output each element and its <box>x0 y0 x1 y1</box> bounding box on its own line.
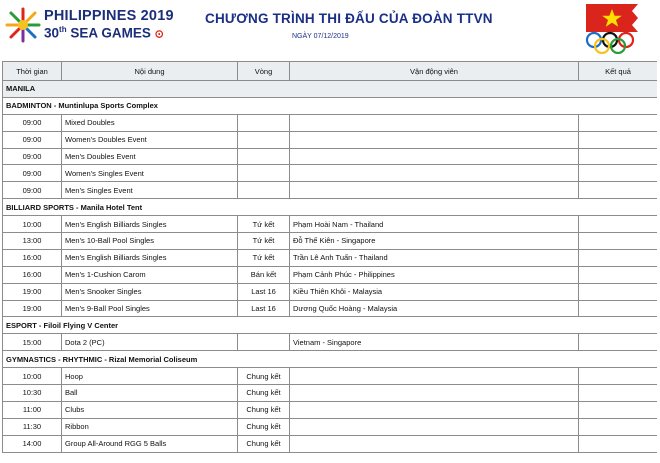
table-row <box>3 216 658 233</box>
logo-title: PHILIPPINES 2019 <box>44 8 174 24</box>
round-cell <box>238 114 290 131</box>
time-cell: 19:00 <box>3 283 62 300</box>
time-cell: 16:00 <box>3 249 62 266</box>
event-cell: Dota 2 (PC) <box>62 334 238 351</box>
round-cell: Tứ kết <box>238 216 290 233</box>
table-row <box>3 418 658 435</box>
time-cell: 09:00 <box>3 165 62 182</box>
athlete-cell: Phạm Cảnh Phúc - Philippines <box>290 266 579 283</box>
table-row <box>3 249 658 266</box>
time-cell: 11:00 <box>3 401 62 418</box>
time-cell: 10:30 <box>3 385 62 402</box>
time-cell: 09:00 <box>3 131 62 148</box>
event-cell: Men's 10-Ball Pool Singles <box>62 233 238 250</box>
athlete-cell: Trần Lê Anh Tuấn - Thailand <box>290 249 579 266</box>
column-header-round: Vòng <box>238 62 290 81</box>
section-header-row <box>3 81 658 98</box>
round-cell <box>238 165 290 182</box>
athlete-cell: Vietnam - Singapore <box>290 334 579 351</box>
athlete-cell: Dương Quốc Hoàng - Malaysia <box>290 300 579 317</box>
venue-label: ESPORT - Filoil Flying V Center <box>3 317 658 334</box>
venue-header-row <box>3 97 658 114</box>
event-cell: Men's Doubles Event <box>62 148 238 165</box>
result-cell <box>579 148 658 165</box>
athlete-cell <box>290 435 579 452</box>
round-cell: Bán kết <box>238 266 290 283</box>
result-cell <box>579 300 658 317</box>
column-header-athlete: Vận động viên <box>290 62 579 81</box>
athlete-cell <box>290 165 579 182</box>
sun-burst-icon <box>4 6 42 44</box>
table-header-row <box>3 62 658 81</box>
column-header-result: Kết quả <box>579 62 658 81</box>
round-cell <box>238 131 290 148</box>
event-cell: Clubs <box>62 401 238 418</box>
schedule-table-wrapper <box>2 61 657 463</box>
round-cell <box>238 182 290 199</box>
result-cell <box>579 131 658 148</box>
event-cell: Mixed Doubles <box>62 114 238 131</box>
round-cell: Last 16 <box>238 283 290 300</box>
sea-games-logo <box>2 4 172 48</box>
table-row <box>3 165 658 182</box>
column-header-event: Nội dung <box>62 62 238 81</box>
event-cell: Hoop <box>62 368 238 385</box>
event-cell: Women's Doubles Event <box>62 131 238 148</box>
result-cell <box>579 385 658 402</box>
round-cell: Chung kết <box>238 435 290 452</box>
result-cell <box>579 401 658 418</box>
athlete-cell <box>290 368 579 385</box>
page-header <box>0 0 660 60</box>
logo-badge-icon: ⊙ <box>154 28 164 41</box>
event-cell: Men's 9-Ball Pool Singles <box>62 300 238 317</box>
schedule-table <box>2 61 657 453</box>
column-header-time: Thời gian <box>3 62 62 81</box>
table-row <box>3 300 658 317</box>
logo-subtitle: 30th SEA GAMES ⊙ <box>44 25 164 41</box>
schedule-date: NGÀY 07/12/2019 <box>292 33 349 40</box>
event-cell: Men's English Billiards Singles <box>62 216 238 233</box>
table-row <box>3 435 658 452</box>
table-row <box>3 233 658 250</box>
table-row <box>3 114 658 131</box>
table-row <box>3 148 658 165</box>
athlete-cell <box>290 114 579 131</box>
table-row <box>3 182 658 199</box>
time-cell: 15:00 <box>3 334 62 351</box>
event-cell: Men's Snooker Singles <box>62 283 238 300</box>
flag-rings-icon <box>572 2 656 54</box>
vietnam-olympic-emblem <box>572 2 656 54</box>
result-cell <box>579 165 658 182</box>
event-cell: Ribbon <box>62 418 238 435</box>
result-cell <box>579 233 658 250</box>
table-row <box>3 266 658 283</box>
athlete-cell <box>290 385 579 402</box>
athlete-cell: Kiều Thiên Khôi - Malaysia <box>290 283 579 300</box>
event-cell: Men's Singles Event <box>62 182 238 199</box>
round-cell: Chung kết <box>238 368 290 385</box>
result-cell <box>579 283 658 300</box>
time-cell: 09:00 <box>3 182 62 199</box>
time-cell: 10:00 <box>3 368 62 385</box>
table-body <box>3 81 658 453</box>
round-cell: Tứ kết <box>238 233 290 250</box>
result-cell <box>579 266 658 283</box>
athlete-cell: Đỗ Thế Kiên - Singapore <box>290 233 579 250</box>
athlete-cell: Phạm Hoài Nam - Thailand <box>290 216 579 233</box>
time-cell: 13:00 <box>3 233 62 250</box>
time-cell: 14:00 <box>3 435 62 452</box>
table-row <box>3 131 658 148</box>
venue-label: BADMINTON - Muntinlupa Sports Complex <box>3 97 658 114</box>
table-row <box>3 334 658 351</box>
athlete-cell <box>290 131 579 148</box>
result-cell <box>579 249 658 266</box>
time-cell: 11:30 <box>3 418 62 435</box>
table-row <box>3 401 658 418</box>
venue-header-row <box>3 317 658 334</box>
round-cell: Tứ kết <box>238 249 290 266</box>
time-cell: 19:00 <box>3 300 62 317</box>
event-cell: Men's English Billiards Singles <box>62 249 238 266</box>
result-cell <box>579 368 658 385</box>
venue-header-row <box>3 351 658 368</box>
athlete-cell <box>290 401 579 418</box>
round-cell <box>238 148 290 165</box>
athlete-cell <box>290 418 579 435</box>
result-cell <box>579 418 658 435</box>
venue-header-row <box>3 199 658 216</box>
event-cell: Men's 1-Cushion Carom <box>62 266 238 283</box>
round-cell <box>238 334 290 351</box>
result-cell <box>579 435 658 452</box>
table-row <box>3 283 658 300</box>
time-cell: 09:00 <box>3 114 62 131</box>
round-cell: Last 16 <box>238 300 290 317</box>
event-cell: Ball <box>62 385 238 402</box>
athlete-cell <box>290 182 579 199</box>
result-cell <box>579 216 658 233</box>
table-row <box>3 368 658 385</box>
result-cell <box>579 114 658 131</box>
result-cell <box>579 182 658 199</box>
time-cell: 09:00 <box>3 148 62 165</box>
athlete-cell <box>290 148 579 165</box>
venue-label: BILLIARD SPORTS - Manila Hotel Tent <box>3 199 658 216</box>
event-cell: Group All-Around RGG 5 Balls <box>62 435 238 452</box>
table-row <box>3 385 658 402</box>
venue-label: GYMNASTICS - RHYTHMIC - Rizal Memorial Coliseum <box>3 351 658 368</box>
event-cell: Women's Singles Event <box>62 165 238 182</box>
round-cell: Chung kết <box>238 418 290 435</box>
round-cell: Chung kết <box>238 401 290 418</box>
time-cell: 10:00 <box>3 216 62 233</box>
time-cell: 16:00 <box>3 266 62 283</box>
page-title: CHƯƠNG TRÌNH THI ĐẤU CỦA ĐOÀN TTVN <box>205 11 493 26</box>
section-label: MANILA <box>3 81 658 98</box>
result-cell <box>579 334 658 351</box>
round-cell: Chung kết <box>238 385 290 402</box>
